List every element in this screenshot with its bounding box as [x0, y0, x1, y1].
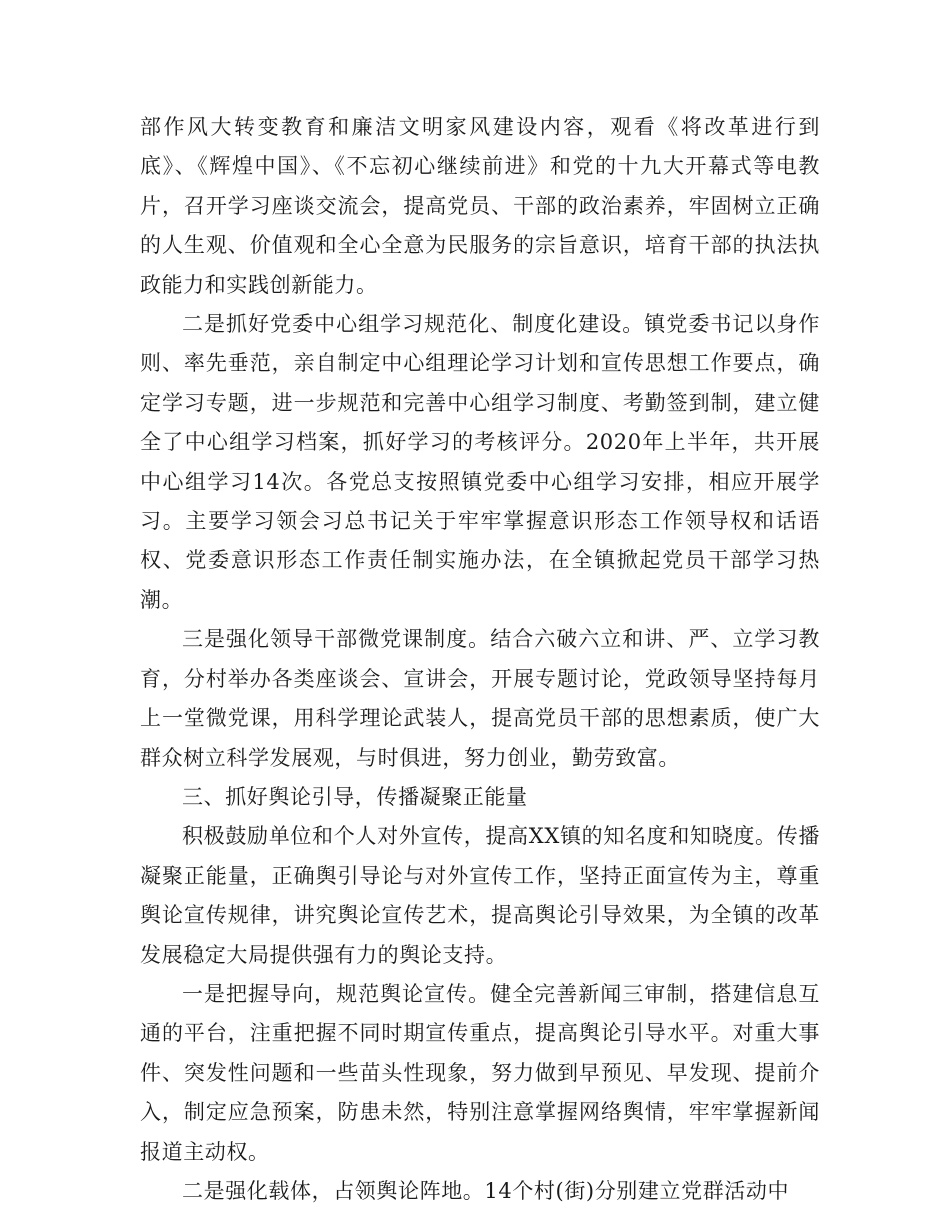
paragraph-micro-party-lecture: 三是强化领导干部微党课制度。结合六破六立和讲、严、立学习教育，分村举办各类座谈会、宣讲会，开展专题讨论，党政领导坚持每月上一堂微党课，用科学理论武装人，提高党员干部的思想素质，使广大群众树立科学发展观，与时俱进，努力创业，勤劳致富。 — [140, 627, 820, 770]
section-heading-public-opinion: 三、抓好舆论引导，传播凝聚正能量 — [182, 784, 528, 809]
paragraph-central-group-study: 二是抓好党委中心组学习规范化、制度化建设。镇党委书记以身作则、率先垂范，亲自制定中心组理论学习计划和宣传思想工作要点，确定学习专题，进一步规范和完善中心组学习制度、考勤签到制，建立健全了中心组学习档案，抓好学习的考核评分。2020年上半年，共开展中心组学习14次。各党总支按照镇党委中心组学习安排，相应开展学习。主要学习领会习总书记关于牢牢掌握意识形态工作领导权和话语权、党委意识形态工作责任制实施办法，在全镇掀起党员干部学习热潮。 — [140, 312, 820, 612]
paragraph-guidance-direction: 一是把握导向，规范舆论宣传。健全完善新闻三审制，搭建信息互通的平台，注重把握不同时期宣传重点，提高舆论引导水平。对重大事件、突发性问题和一些苗头性现象，努力做到早预见、早发现、提前介入，制定应急预案，防患未然，特别注意掌握网络舆情，牢牢掌握新闻报道主动权。 — [140, 981, 820, 1164]
paragraph-external-publicity: 积极鼓励单位和个人对外宣传，提高XX镇的知名度和知晓度。传播凝聚正能量，正确舆引导论与对外宣传工作，坚持正面宣传为主，尊重舆论宣传规律，讲究舆论宣传艺术，提高舆论引导效果，为全镇的改革发展稳定大局提供强有力的舆论支持。 — [140, 824, 820, 967]
paragraph-strengthen-carrier: 二是强化载体，占领舆论阵地。14个村(街)分别建立党群活动中 — [182, 1178, 790, 1203]
document-body — [140, 108, 820, 1211]
paragraph-continuation: 部作风大转变教育和廉洁文明家风建设内容，观看《将改革进行到底》、《辉煌中国》、《不忘初心继续前进》和党的十九大开幕式等电教片，召开学习座谈交流会，提高党员、干部的政治素养，牢固树立正确的人生观、价值观和全心全意为民服务的宗旨意识，培育干部的执法执政能力和实践创新能力。 — [140, 115, 820, 297]
